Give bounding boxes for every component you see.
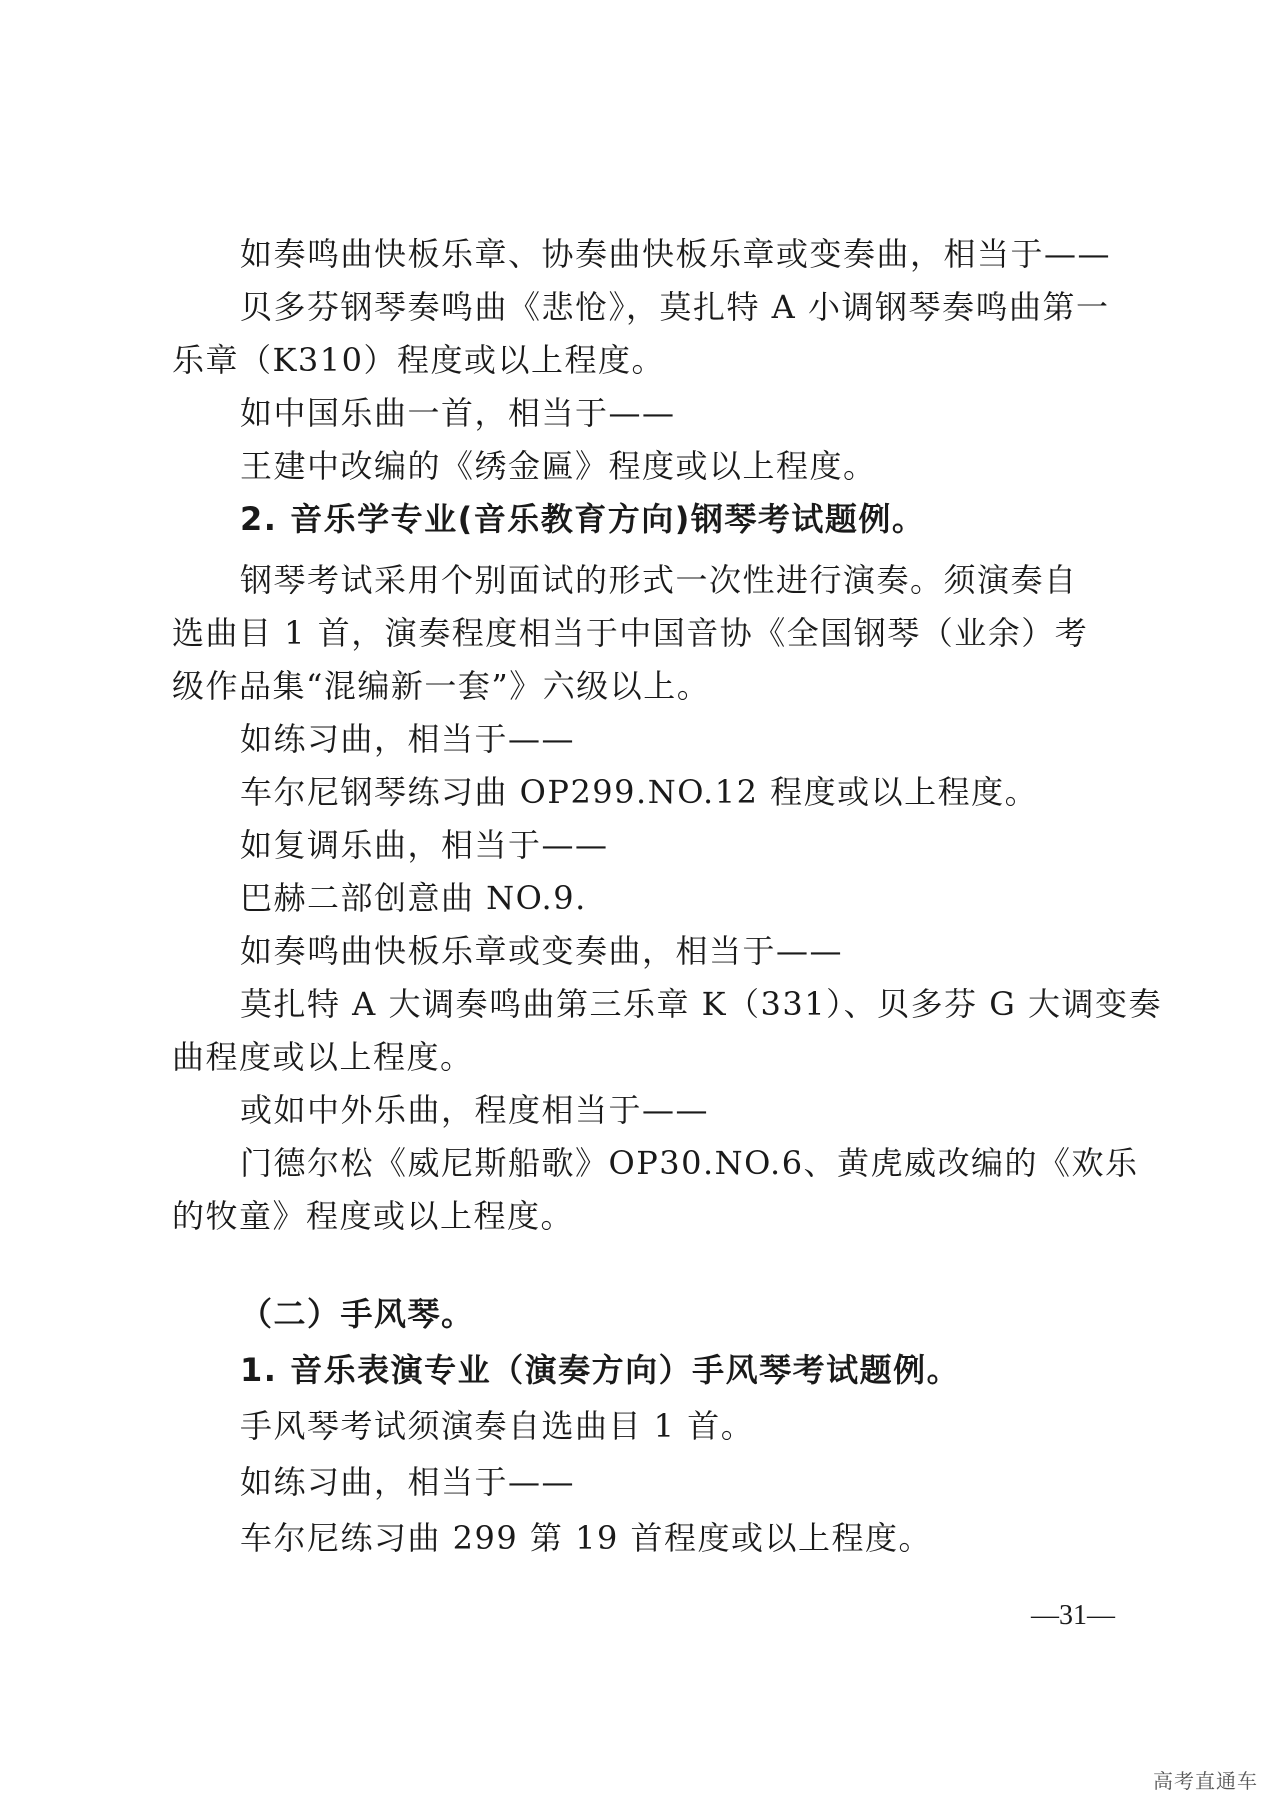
text-line: 如中国乐曲一首，相当于—— [240, 394, 676, 432]
text-line: 乐章（K310）程度或以上程度。 [172, 341, 665, 379]
text-line: 或如中外乐曲，程度相当于—— [240, 1091, 710, 1129]
text-line: 莫扎特 A 大调奏鸣曲第三乐章 K（331）、贝多芬 G 大调变奏 [240, 985, 1163, 1023]
text-line: 如奏鸣曲快板乐章或变奏曲，相当于—— [240, 932, 844, 970]
section-heading: （二）手风琴。 [240, 1295, 475, 1333]
section-heading: 2. 音乐学专业(音乐教育方向)钢琴考试题例。 [240, 500, 926, 538]
text-line: 如复调乐曲，相当于—— [240, 826, 609, 864]
subsection-heading: 1. 音乐表演专业（演奏方向）手风琴考试题例。 [240, 1351, 961, 1389]
text-line: 钢琴考试采用个别面试的形式一次性进行演奏。须演奏自 [240, 561, 1078, 599]
text-line: 车尔尼钢琴练习曲 OP299.NO.12 程度或以上程度。 [240, 773, 1039, 811]
text-line: 的牧童》程度或以上程度。 [172, 1197, 575, 1235]
text-line: 贝多芬钢琴奏鸣曲《悲怆》，莫扎特 A 小调钢琴奏鸣曲第一 [240, 288, 1110, 326]
text-line: 选曲目 1 首，演奏程度相当于中国音协《全国钢琴（业余）考 [172, 614, 1089, 652]
text-line: 巴赫二部创意曲 NO.9. [240, 879, 587, 917]
text-line: 如奏鸣曲快板乐章、协奏曲快板乐章或变奏曲，相当于—— [240, 235, 1112, 273]
text-line: 手风琴考试须演奏自选曲目 1 首。 [240, 1407, 755, 1445]
watermark: 高考直通车 [1153, 1769, 1258, 1793]
text-line: 级作品集“混编新一套”》六级以上。 [172, 667, 711, 705]
text-line: 门德尔松《威尼斯船歌》OP30.NO.6、黄虎威改编的《欢乐 [240, 1144, 1139, 1182]
text-line: 车尔尼练习曲 299 第 19 首程度或以上程度。 [240, 1519, 932, 1557]
text-line: 如练习曲，相当于—— [240, 720, 576, 758]
text-line: 曲程度或以上程度。 [172, 1038, 474, 1076]
text-line: 如练习曲，相当于—— [240, 1463, 576, 1501]
text-line: 王建中改编的《绣金匾》程度或以上程度。 [240, 447, 877, 485]
page-number: —31— [1031, 1600, 1115, 1631]
